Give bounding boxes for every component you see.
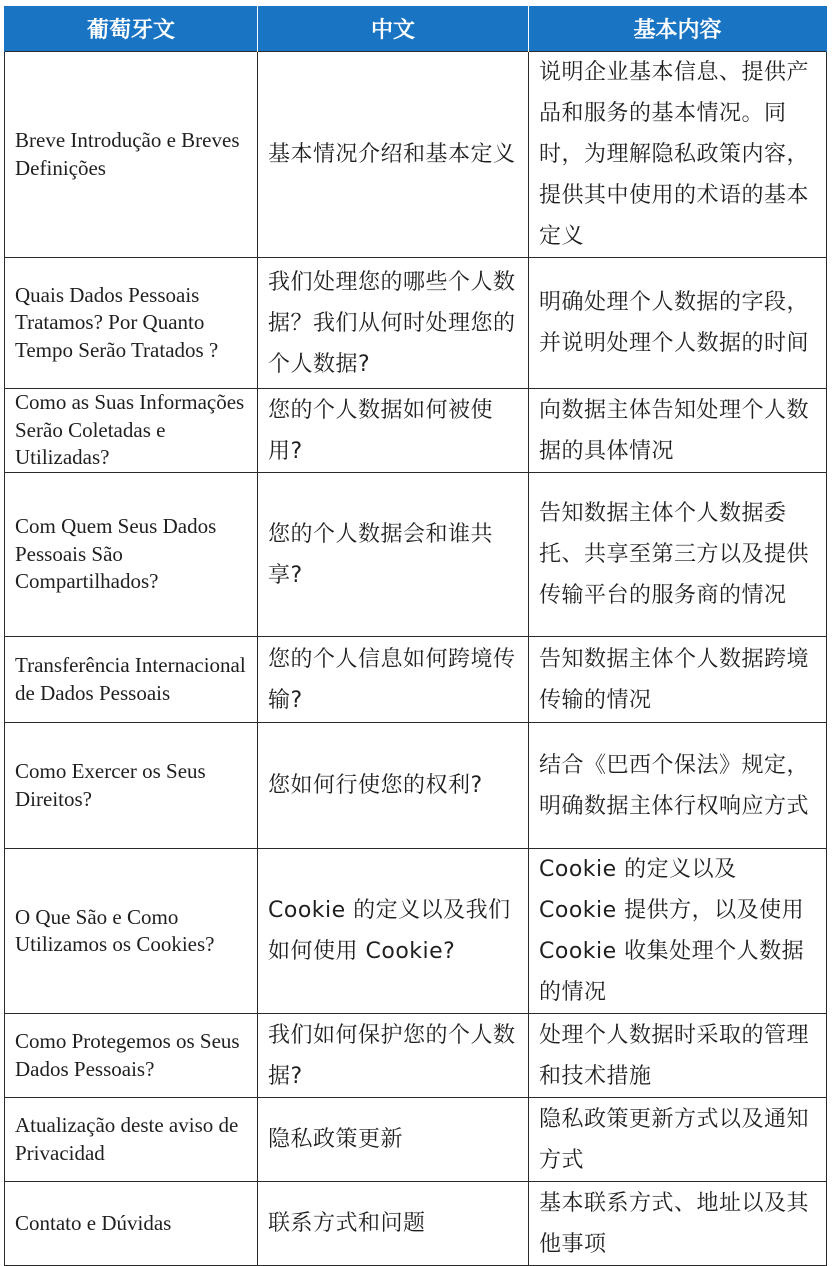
portuguese-cell: Com Quem Seus Dados Pessoais São Compartilhados? [5,473,258,637]
chinese-cell: 我们处理您的哪些个人数据？我们从何时处理您的个人数据? [258,258,529,389]
table-row [5,1014,827,1098]
content-cell: 告知数据主体个人数据跨境传输的情况 [529,637,827,723]
content-cell: Cookie 的定义以及 Cookie 提供方，以及使用 Cookie 收集处理个人数据的情况 [529,849,827,1014]
content-cell: 隐私政策更新方式以及通知方式 [529,1098,827,1182]
portuguese-cell: Transferência Internacional de Dados Pessoais [5,637,258,723]
header-chinese: 中文 [258,6,529,52]
table-row [5,637,827,723]
portuguese-cell: Quais Dados Pessoais Tratamos? Por Quanto Tempo Serão Tratados ? [5,258,258,389]
content-cell: 处理个人数据时采取的管理和技术措施 [529,1014,827,1098]
content-cell: 向数据主体告知处理个人数据的具体情况 [529,389,827,473]
chinese-cell: 您如何行使您的权利? [258,723,529,849]
privacy-policy-table [4,6,827,1266]
content-cell: 告知数据主体个人数据委托、共享至第三方以及提供传输平台的服务商的情况 [529,473,827,637]
chinese-cell: Cookie 的定义以及我们如何使用 Cookie? [258,849,529,1014]
table-row [5,473,827,637]
table-row [5,723,827,849]
table-row [5,1182,827,1266]
table-row [5,389,827,473]
portuguese-cell: Breve Introdução e Breves Definições [5,52,258,258]
chinese-cell: 基本情况介绍和基本定义 [258,52,529,258]
table-header-row [5,6,827,52]
portuguese-cell: Como Protegemos os Seus Dados Pessoais? [5,1014,258,1098]
chinese-cell: 联系方式和问题 [258,1182,529,1266]
chinese-cell: 您的个人数据会和谁共享? [258,473,529,637]
portuguese-cell: O Que São e Como Utilizamos os Cookies? [5,849,258,1014]
content-cell: 说明企业基本信息、提供产品和服务的基本情况。同时，为理解隐私政策内容，提供其中使用的术语的基本定义 [529,52,827,258]
portuguese-cell: Como as Suas Informações Serão Coletadas e Utilizadas? [5,389,258,473]
portuguese-cell: Atualização deste aviso de Privacidad [5,1098,258,1182]
content-cell: 明确处理个人数据的字段，并说明处理个人数据的时间 [529,258,827,389]
table-row [5,849,827,1014]
header-portuguese: 葡萄牙文 [5,6,258,52]
portuguese-cell: Contato e Dúvidas [5,1182,258,1266]
table-row [5,1098,827,1182]
content-cell: 基本联系方式、地址以及其他事项 [529,1182,827,1266]
chinese-cell: 您的个人信息如何跨境传输? [258,637,529,723]
table-row [5,258,827,389]
chinese-cell: 您的个人数据如何被使用? [258,389,529,473]
table-row [5,52,827,258]
chinese-cell: 隐私政策更新 [258,1098,529,1182]
chinese-cell: 我们如何保护您的个人数据? [258,1014,529,1098]
portuguese-cell: Como Exercer os Seus Direitos? [5,723,258,849]
content-cell: 结合《巴西个保法》规定，明确数据主体行权响应方式 [529,723,827,849]
header-basic-content: 基本内容 [529,6,827,52]
